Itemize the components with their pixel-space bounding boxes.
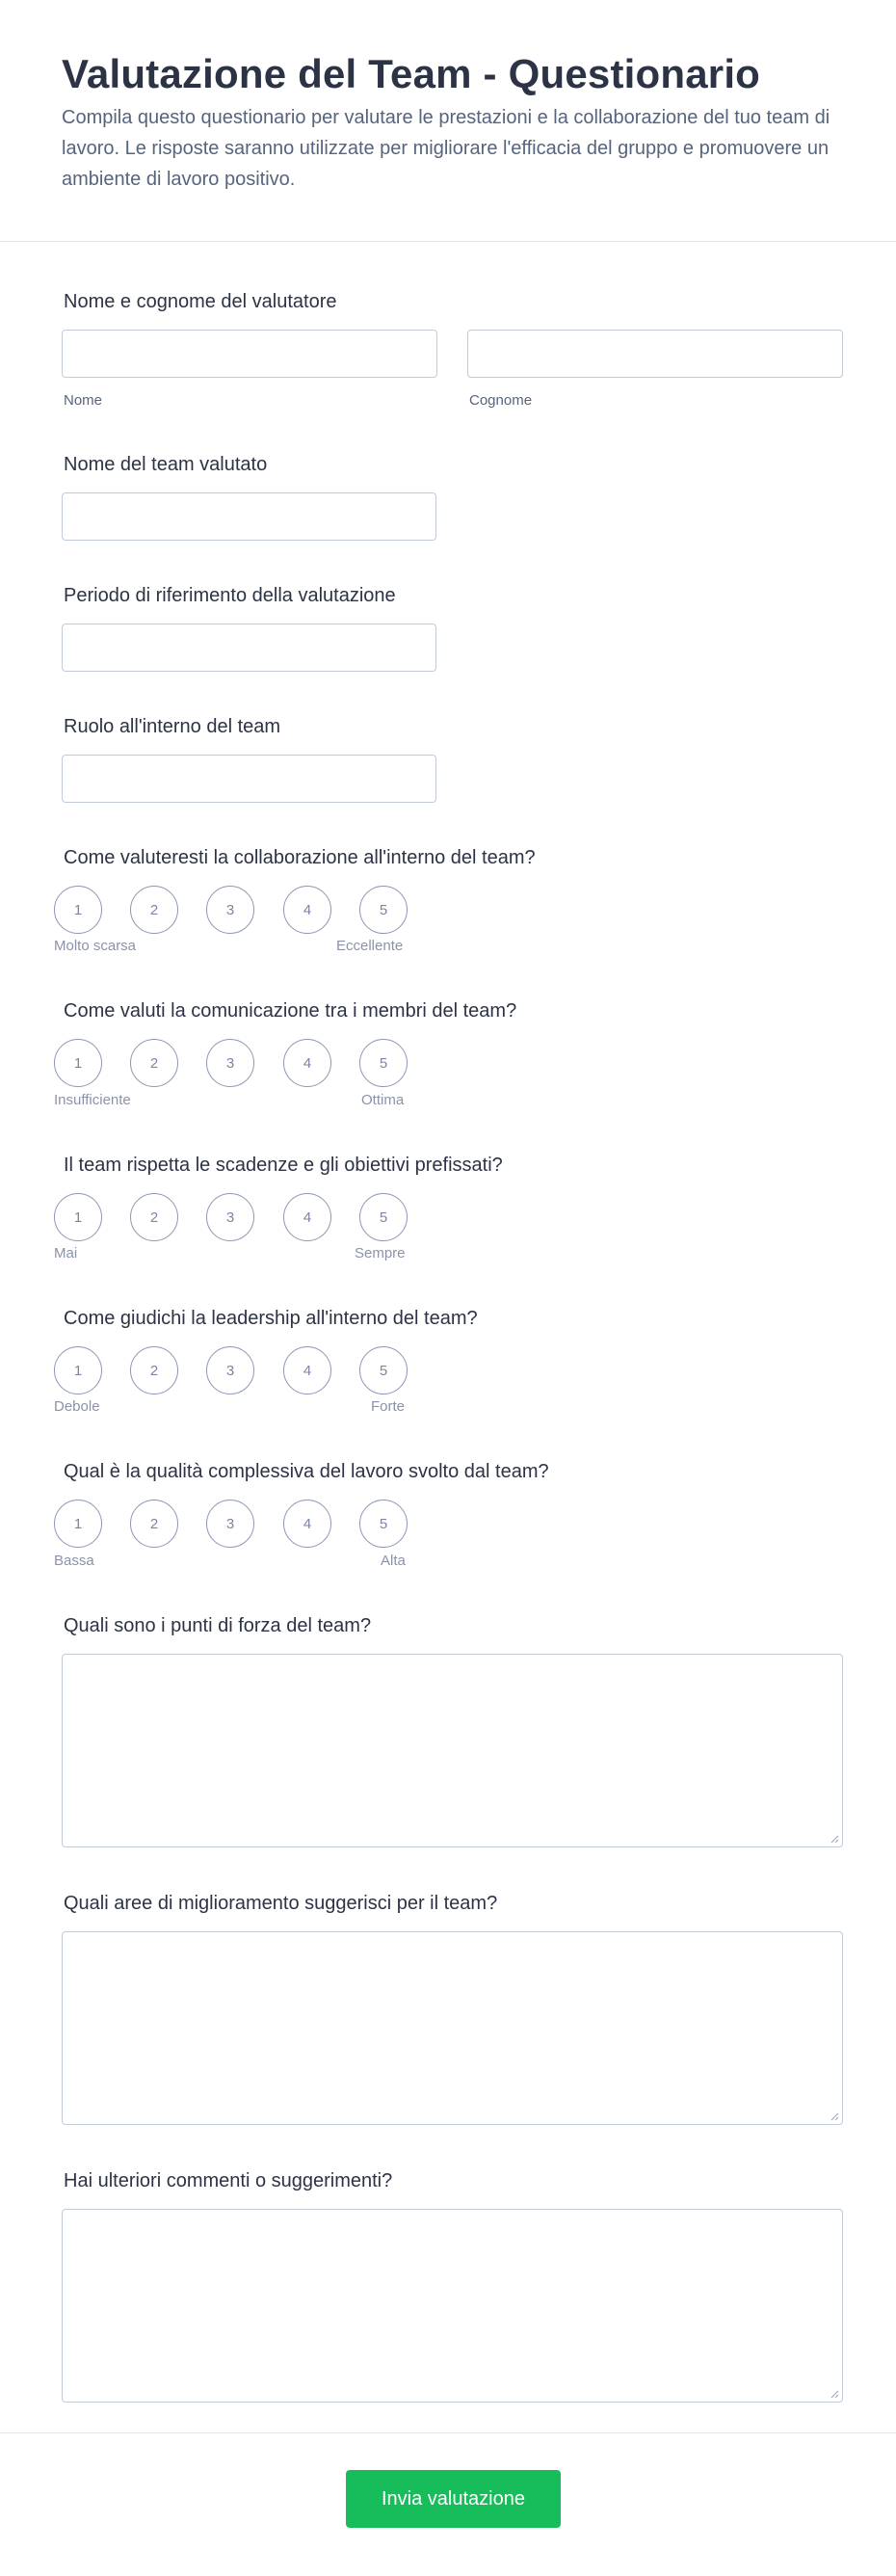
- evaluator-name-row: [62, 330, 843, 378]
- rating-question-label: Qual è la qualità complessiva del lavoro svolto dal team?: [64, 1461, 549, 1482]
- submit-button[interactable]: Invia valutazione: [346, 2470, 561, 2528]
- form-footer: [0, 2432, 896, 2576]
- comments-label: Hai ulteriori commenti o suggerimenti?: [64, 2170, 393, 2191]
- last-name-input[interactable]: [467, 330, 843, 378]
- rating-option[interactable]: 4: [283, 1500, 331, 1548]
- rating-option[interactable]: 4: [283, 1193, 331, 1241]
- strengths-textarea[interactable]: [62, 1654, 843, 1847]
- improvements-label: Quali aree di miglioramento suggerisci per il team?: [64, 1893, 498, 1914]
- rating-option[interactable]: 2: [130, 1346, 178, 1394]
- period-input[interactable]: [62, 624, 436, 672]
- rating-option[interactable]: 5: [359, 1193, 408, 1241]
- first-name-input[interactable]: [62, 330, 437, 378]
- page-description: Compila questo questionario per valutare le prestazioni e la collaborazione del tuo team di lavoro. Le risposte saranno utilizzate per migliorare l'efficacia del gruppo e promuovere un ambiente di lavoro positivo.: [62, 107, 830, 190]
- rating-question-label: Il team rispetta le scadenze e gli obiettivi prefissati?: [64, 1155, 503, 1176]
- rating-option[interactable]: 3: [206, 886, 254, 934]
- resize-handle-icon[interactable]: [830, 2111, 839, 2121]
- role-input[interactable]: [62, 755, 436, 803]
- last-name-sublabel: Cognome: [469, 392, 533, 409]
- rating-scale-communication: [54, 1039, 439, 1087]
- strengths-label: Quali sono i punti di forza del team?: [64, 1615, 372, 1636]
- rating-scale-deadlines: [54, 1193, 439, 1241]
- rating-low-label: Debole: [54, 1398, 100, 1415]
- rating-option[interactable]: 5: [359, 1346, 408, 1394]
- rating-option[interactable]: 2: [130, 1039, 178, 1087]
- rating-option[interactable]: 2: [130, 1500, 178, 1548]
- rating-question-label: Come valuti la comunicazione tra i membri del team?: [64, 1000, 517, 1022]
- rating-option[interactable]: 5: [359, 1500, 408, 1548]
- rating-option[interactable]: 1: [54, 1500, 102, 1548]
- rating-option[interactable]: 2: [130, 886, 178, 934]
- rating-option[interactable]: 1: [54, 1039, 102, 1087]
- rating-option[interactable]: 2: [130, 1193, 178, 1241]
- team-name-label: Nome del team valutato: [64, 454, 268, 475]
- rating-option[interactable]: 4: [283, 886, 331, 934]
- resize-handle-icon[interactable]: [830, 2389, 839, 2399]
- rating-question-label: Come valuteresti la collaborazione all'interno del team?: [64, 847, 536, 868]
- rating-option[interactable]: 3: [206, 1039, 254, 1087]
- rating-option[interactable]: 3: [206, 1346, 254, 1394]
- rating-low-label: Mai: [54, 1245, 78, 1261]
- improvements-textarea[interactable]: [62, 1931, 843, 2125]
- rating-option[interactable]: 1: [54, 886, 102, 934]
- period-label: Periodo di riferimento della valutazione: [64, 585, 396, 606]
- team-name-input[interactable]: [62, 492, 436, 541]
- first-name-sublabel: Nome: [64, 392, 103, 409]
- rating-high-label: Sempre: [355, 1245, 406, 1261]
- rating-low-label: Bassa: [54, 1553, 94, 1569]
- resize-handle-icon[interactable]: [830, 1834, 839, 1844]
- rating-question-label: Come giudichi la leadership all'interno del team?: [64, 1308, 478, 1329]
- evaluator-label: Nome e cognome del valutatore: [64, 291, 337, 312]
- rating-low-label: Insufficiente: [54, 1092, 131, 1108]
- rating-option[interactable]: 1: [54, 1193, 102, 1241]
- rating-scale-leadership: [54, 1346, 439, 1394]
- page-title: Valutazione del Team - Questionario: [62, 51, 761, 96]
- rating-scale-collaboration: [54, 886, 439, 934]
- rating-high-label: Eccellente: [336, 938, 404, 954]
- comments-textarea[interactable]: [62, 2209, 843, 2403]
- rating-option[interactable]: 5: [359, 886, 408, 934]
- rating-high-label: Forte: [371, 1398, 406, 1415]
- rating-low-label: Molto scarsa: [54, 938, 137, 954]
- rating-option[interactable]: 4: [283, 1346, 331, 1394]
- rating-option[interactable]: 1: [54, 1346, 102, 1394]
- rating-option[interactable]: 4: [283, 1039, 331, 1087]
- rating-high-label: Alta: [381, 1553, 406, 1569]
- rating-high-label: Ottima: [361, 1092, 405, 1108]
- rating-option[interactable]: 3: [206, 1193, 254, 1241]
- form-header: [0, 0, 896, 242]
- rating-option[interactable]: 5: [359, 1039, 408, 1087]
- role-label: Ruolo all'interno del team: [64, 716, 281, 737]
- rating-scale-quality: [54, 1500, 439, 1548]
- rating-option[interactable]: 3: [206, 1500, 254, 1548]
